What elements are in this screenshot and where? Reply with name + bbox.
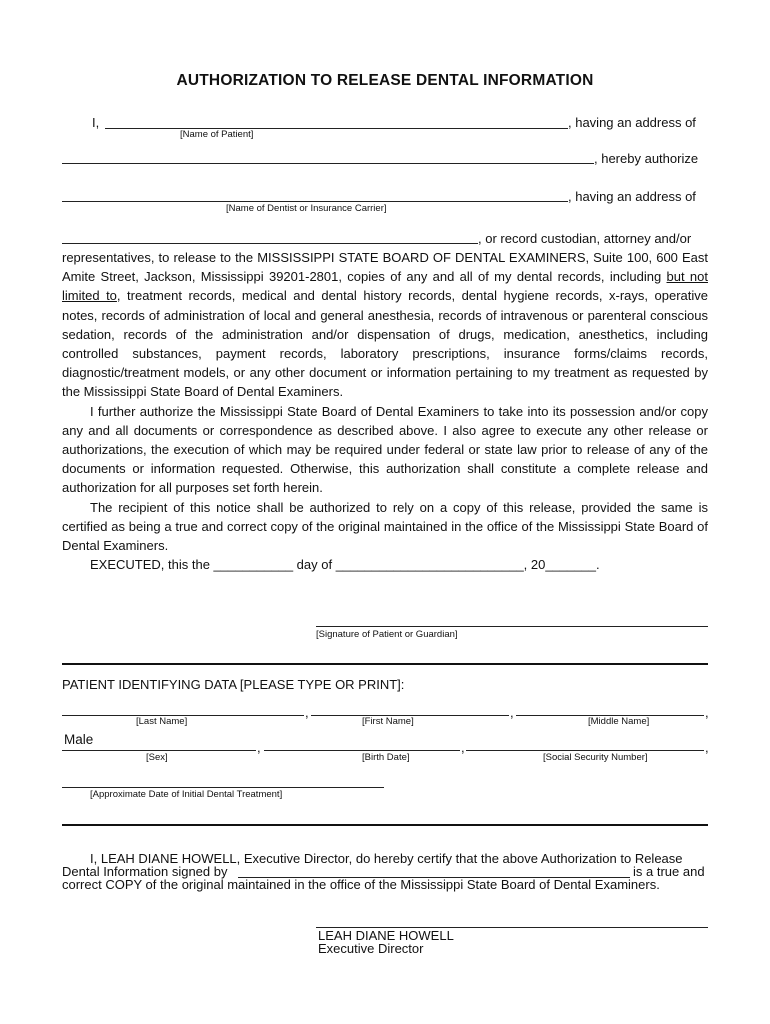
patient-address-field[interactable] bbox=[62, 163, 594, 164]
having-address-label-1: , having an address of bbox=[568, 115, 696, 130]
certification-line-2-right: is a true and bbox=[633, 864, 705, 879]
section-divider-2 bbox=[62, 824, 708, 826]
patient-data-heading: PATIENT IDENTIFYING DATA [PLEASE TYPE OR PRINT]: bbox=[62, 677, 405, 692]
paragraph-1 bbox=[62, 248, 708, 402]
treatment-date-field[interactable] bbox=[62, 787, 384, 788]
comma-2: , bbox=[510, 705, 514, 720]
certification-line-3: correct COPY of the original maintained in the office of the Mississippi State Board of Dental Examiners. bbox=[62, 877, 660, 892]
comma-6: , bbox=[705, 740, 709, 755]
birth-date-caption: [Birth Date] bbox=[362, 752, 410, 763]
certification-line-2-left: Dental Information signed by bbox=[62, 864, 228, 879]
director-name: LEAH DIANE HOWELL bbox=[318, 928, 454, 943]
certification-line-1: I, LEAH DIANE HOWELL, Executive Director, do hereby certify that the above Authorization to Release bbox=[90, 851, 683, 866]
dentist-caption: [Name of Dentist or Insurance Carrier] bbox=[226, 203, 387, 214]
ssn-field[interactable] bbox=[466, 750, 704, 751]
i-prefix: I, bbox=[92, 115, 100, 130]
name-of-patient-caption: [Name of Patient] bbox=[180, 129, 254, 140]
comma-4: , bbox=[257, 740, 261, 755]
body-text bbox=[62, 248, 708, 574]
section-divider-1 bbox=[62, 663, 708, 665]
patient-name-field[interactable] bbox=[105, 128, 568, 129]
having-address-label-2: , having an address of bbox=[568, 189, 696, 204]
sex-field[interactable] bbox=[62, 750, 256, 751]
treatment-date-caption: [Approximate Date of Initial Dental Treatment] bbox=[90, 789, 283, 800]
signature-caption: [Signature of Patient or Guardian] bbox=[316, 629, 458, 640]
director-role: Executive Director bbox=[318, 941, 424, 956]
sex-caption: [Sex] bbox=[146, 752, 168, 763]
paragraph-1-rest: , treatment records, medical and dental history records, dental hygiene records, x-rays, operative notes, records of administration of local and general anesthesia, records of intravenous or parenteral conscious sedation, records of the administration and/or dispensation of drugs, medication, anesthetics, including controlled substances, payment records, laboratory prescriptions, insurance forms/claims records, diagnostic/treatment models, or any other document or information pertaining to my treatment as requested by the Mississippi State Board of Dental Examiners. bbox=[62, 288, 708, 400]
custodian-label: , or record custodian, attorney and/or bbox=[478, 231, 692, 246]
hereby-authorize-label: , hereby authorize bbox=[594, 151, 699, 166]
paragraph-2: I further authorize the Mississippi State Board of Dental Examiners to take into its possession and/or copy any and all documents or correspondence as described above. I also agree to execute any other release or authorizations, the execution of which may be required under federal or state law prior to release of any of the documents or information requested. Otherwise, this authorization shall constitute a complete release and authorization for all purposes set forth herein. bbox=[62, 403, 708, 496]
comma-5: , bbox=[461, 740, 465, 755]
dentist-name-field[interactable] bbox=[62, 201, 568, 202]
comma-1: , bbox=[305, 705, 309, 720]
signature-field[interactable] bbox=[316, 626, 708, 627]
paragraph-1-underlined: but not limited to bbox=[62, 269, 708, 304]
comma-3: , bbox=[705, 705, 709, 720]
last-name-caption: [Last Name] bbox=[136, 716, 188, 727]
middle-name-caption: [Middle Name] bbox=[588, 716, 650, 727]
executed-line[interactable]: EXECUTED, this the ___________ day of __________________________, 20_______. bbox=[90, 557, 600, 573]
paragraph-1-lead: representatives, to release to the MISSISSIPPI STATE BOARD OF DENTAL EXAMINERS, Suite 100, 600 East Amite Street, Jackson, Mississippi 39201-2801, copies of any and all of my dental records, including bbox=[62, 250, 708, 285]
ssn-caption: [Social Security Number] bbox=[543, 752, 648, 763]
document-title: AUTHORIZATION TO RELEASE DENTAL INFORMATION bbox=[176, 72, 594, 89]
sex-value[interactable]: Male bbox=[64, 732, 94, 747]
dentist-address-field[interactable] bbox=[62, 243, 478, 244]
birth-date-field[interactable] bbox=[264, 750, 460, 751]
paragraph-3: The recipient of this notice shall be authorized to rely on a copy of this release, provided the same is certified as being a true and correct copy of the original maintained in the office of the Mississippi State Board of Dental Examiners. bbox=[62, 499, 708, 554]
first-name-caption: [First Name] bbox=[362, 716, 414, 727]
